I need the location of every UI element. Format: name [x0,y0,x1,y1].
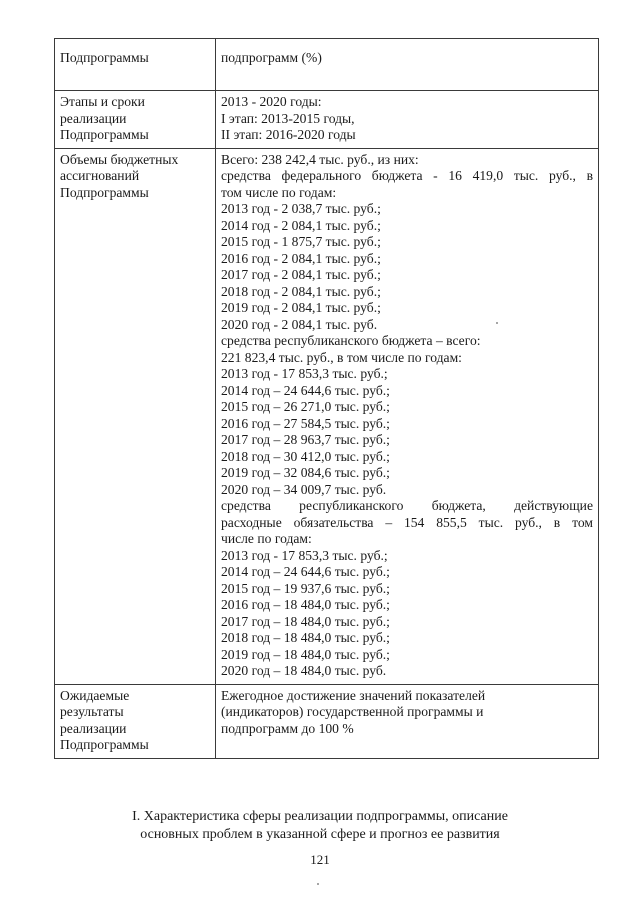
row-label-stages: Этапы и сроки реализации Подпрограммы [55,91,216,149]
row-value-budget: Всего: 238 242,4 тыс. руб., из них: средства федерального бюджета - 16 419,0 тыс. руб., в том числе по годам: 2013 год - 2 038,7 тыс. руб.; 2014 год - 2 084,1 тыс. руб.; 2015 год - 1 875,7 тыс. руб.; 2016 год - 2 084,1 тыс. руб.; 2017 год - 2 084,1 тыс. руб.; 2018 год - 2 084,1 тыс. руб.; 2019 год - 2 084,1 тыс. руб.; 2020 год - 2 084,1 тыс. руб. средства республиканского бюджета – всего: 221 823,4 тыс. руб., в том числе по годам: 2013 год - 17 853,3 тыс. руб.; 2014 год – 24 644,6 тыс. руб.; 2015 год – 26 271,0 тыс. руб.; 2016 год – 27 584,5 тыс. руб.; 2017 год – 28 963,7 тыс. руб.; 2018 год – 30 412,0 тыс. руб.; 2019 год – 32 084,6 тыс. руб.; 2020 год – 34 009,7 тыс. руб. средства республиканского бюджета, действующие расходные обязательства – 154 855,5 тыс. руб., в том числе по годам: 2013 год - 17 853,3 тыс. руб.; 2014 год – 24 644,6 тыс. руб.; 2015 год – 19 937,6 тыс. руб.; 2016 год – 18 484,0 тыс. руб.; 2017 год – 18 484,0 тыс. руб.; 2018 год – 18 484,0 тыс. руб.; 2019 год – 18 484,0 тыс. руб.; 2020 год – 18 484,0 тыс. руб. [216,148,599,684]
section-heading-line: I. Характеристика сферы реализации подпрограммы, описание [132,809,508,824]
table-row [55,684,599,758]
row-label-subprograms: Подпрограммы [55,39,216,91]
table-row [55,91,599,149]
row-value-expected-results: Ежегодное достижение значений показателей (индикаторов) государственной программы и подпрограмм до 100 % [216,684,599,758]
scan-speck [317,883,319,885]
page-number: 121 [310,852,330,867]
table-row [55,148,599,684]
row-label-expected-results: Ожидаемые результаты реализации Подпрограммы [55,684,216,758]
scan-speck [496,322,498,324]
subprogram-passport-table [54,38,599,759]
section-heading-line: основных проблем в указанной сфере и прогноз ее развития [140,827,500,842]
table-row [55,39,599,91]
row-value-stages: 2013 - 2020 годы: I этап: 2013-2015 годы, II этап: 2016-2020 годы [216,91,599,149]
row-label-budget: Объемы бюджетных ассигнований Подпрограммы [55,148,216,684]
row-value-subprograms-percent: подпрограмм (%) [216,39,599,91]
section-heading [60,808,580,844]
